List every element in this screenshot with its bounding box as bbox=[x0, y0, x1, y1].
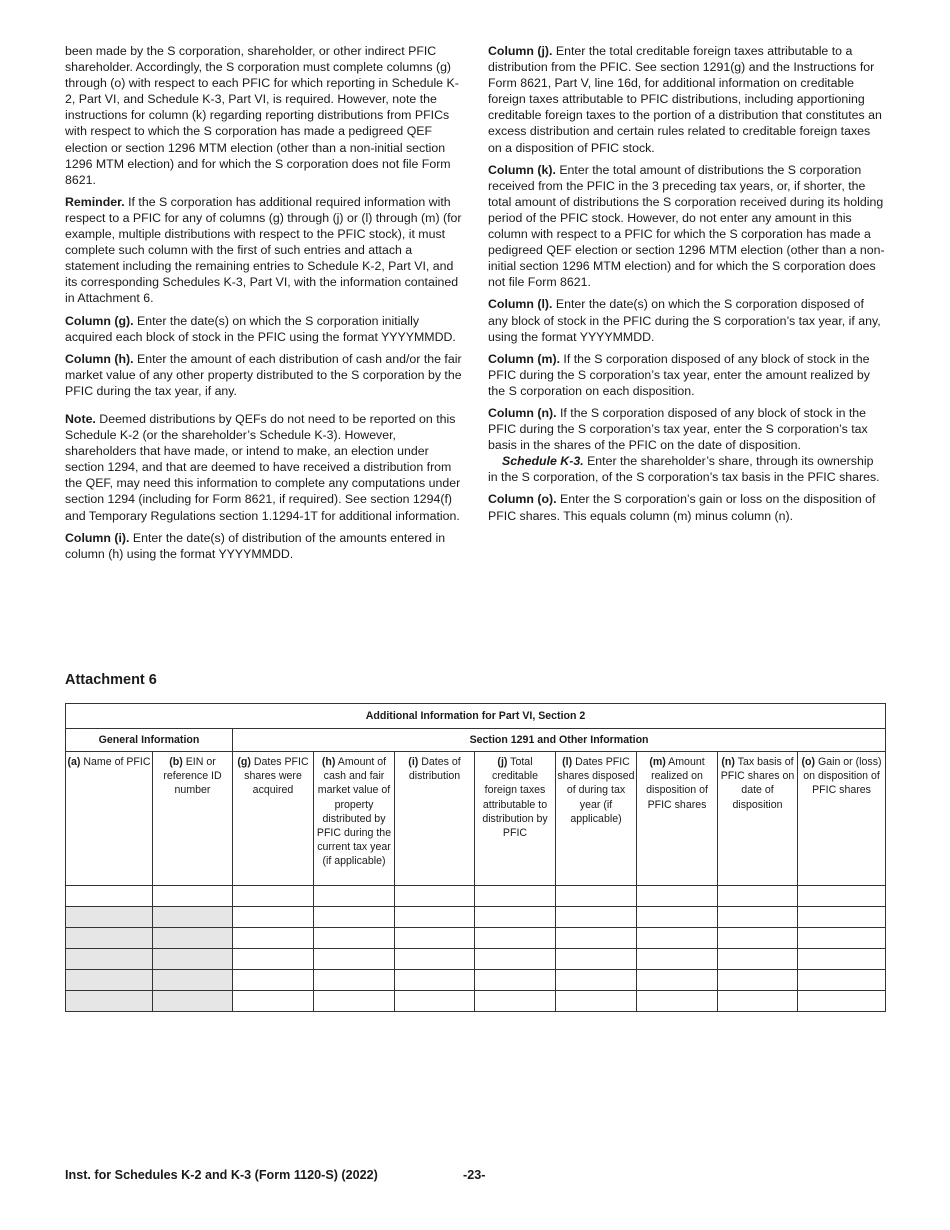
column-header-i-letter: (i) bbox=[408, 756, 419, 768]
paragraph-continuation: been made by the S corporation, shareholder, or other indirect PFIC shareholder. Accordingly, the S corporation must complete columns (g) through (o) with respect to each PFIC for which reporting in Schedule K-2, Part VI, and Schedule K-3, Part VI, is required. However, note the instructions for column (k) regarding reporting distributions from PFICs with respect to which the S corporation has made a pedigreed QEF election or section 1296 MTM election (other than a non-initial section 1296 MTM election) and for which the S corporation does not file Form 8621. bbox=[65, 44, 459, 187]
column-header-l-letter: (l) bbox=[562, 756, 573, 768]
column-n-label: Column (n). bbox=[488, 405, 557, 420]
column-header-h-text: Amount of cash and fair market value of property distributed by PFIC during the current tax year (if applicable) bbox=[316, 756, 392, 868]
table-cell[interactable] bbox=[314, 886, 395, 907]
table-cell[interactable] bbox=[556, 991, 637, 1012]
table-cell-shaded bbox=[153, 991, 233, 1012]
column-m-label: Column (m). bbox=[488, 351, 560, 366]
paragraph-column-l bbox=[488, 296, 886, 344]
column-header-j-text: Total creditable foreign taxes attributable to distribution by PFIC bbox=[482, 756, 548, 840]
table-cell[interactable] bbox=[475, 970, 556, 991]
table-cell[interactable] bbox=[718, 907, 798, 928]
table-cell[interactable] bbox=[718, 970, 798, 991]
column-header-o bbox=[798, 752, 886, 886]
table-cell[interactable] bbox=[395, 970, 475, 991]
table-cell-shaded bbox=[66, 907, 153, 928]
paragraph-schedule-k3 bbox=[488, 453, 886, 485]
page-number: -23- bbox=[463, 1168, 486, 1182]
table-cell-shaded bbox=[153, 907, 233, 928]
table-cell[interactable] bbox=[475, 928, 556, 949]
column-header-a-letter: (a) bbox=[67, 756, 81, 768]
paragraph-reminder bbox=[65, 194, 463, 307]
paragraph-column-h bbox=[65, 351, 463, 399]
table-row bbox=[66, 949, 886, 970]
paragraph-column-m bbox=[488, 351, 886, 399]
column-header-b-letter: (b) bbox=[169, 756, 183, 768]
table-cell[interactable] bbox=[395, 886, 475, 907]
column-header-j bbox=[475, 752, 556, 886]
table-cell[interactable] bbox=[637, 970, 718, 991]
table-cell[interactable] bbox=[798, 949, 886, 970]
column-header-n-letter: (n) bbox=[721, 756, 735, 768]
column-header-o-letter: (o) bbox=[801, 756, 816, 768]
table-cell[interactable] bbox=[395, 928, 475, 949]
table-row bbox=[66, 991, 886, 1012]
table-cell[interactable] bbox=[556, 949, 637, 970]
note-label: Note. bbox=[65, 411, 96, 426]
table-cell[interactable] bbox=[556, 886, 637, 907]
paragraph-column-o bbox=[488, 491, 886, 523]
table-cell[interactable] bbox=[798, 991, 886, 1012]
paragraph-column-k bbox=[488, 162, 886, 291]
column-l-label: Column (l). bbox=[488, 297, 553, 312]
table-cell[interactable] bbox=[637, 907, 718, 928]
table-cell[interactable] bbox=[798, 970, 886, 991]
column-header-m-letter: (m) bbox=[649, 756, 666, 768]
table-cell-shaded bbox=[66, 928, 153, 949]
left-text-column bbox=[65, 43, 463, 568]
table-cell-shaded bbox=[66, 949, 153, 970]
table-cell[interactable] bbox=[718, 928, 798, 949]
column-i-text: Enter the date(s) of distribution of the amounts entered in column (h) using the format YYYYMMDD. bbox=[65, 530, 446, 561]
table-row bbox=[66, 886, 886, 907]
column-j-label: Column (j). bbox=[488, 44, 553, 58]
column-k-label: Column (k). bbox=[488, 162, 556, 177]
table-cell[interactable] bbox=[718, 991, 798, 1012]
table-cell[interactable] bbox=[556, 907, 637, 928]
column-header-n bbox=[718, 752, 798, 886]
table-cell-shaded bbox=[153, 928, 233, 949]
column-n-text: If the S corporation disposed of any block of stock in the PFIC during the S corporation’s tax year, enter the S corporation’s tax basis in the shares of the PFIC on the date of disposition. bbox=[488, 405, 868, 453]
table-cell[interactable] bbox=[395, 949, 475, 970]
column-h-label: Column (h). bbox=[65, 351, 134, 366]
table-cell[interactable] bbox=[718, 886, 798, 907]
table-cell[interactable] bbox=[233, 928, 314, 949]
table-cell[interactable] bbox=[233, 886, 314, 907]
attachment-title: Attachment 6 bbox=[65, 672, 157, 688]
table-cell[interactable] bbox=[637, 949, 718, 970]
table-cell[interactable] bbox=[798, 907, 886, 928]
table-cell[interactable] bbox=[314, 907, 395, 928]
reminder-label: Reminder. bbox=[65, 194, 125, 209]
table-cell[interactable] bbox=[66, 886, 153, 907]
column-g-label: Column (g). bbox=[65, 313, 134, 328]
column-header-g-text: Dates PFIC shares were acquired bbox=[244, 756, 309, 797]
table-cell[interactable] bbox=[637, 928, 718, 949]
column-header-o-text: Gain or (loss) on disposition of PFIC shares bbox=[803, 756, 882, 797]
column-header-l-text: Dates PFIC shares disposed of during tax year (if applicable) bbox=[557, 756, 635, 825]
table-cell[interactable] bbox=[314, 991, 395, 1012]
table-cell[interactable] bbox=[637, 886, 718, 907]
reminder-text: If the S corporation has additional required information with respect to a PFIC for any of columns (g) through (j) or (l) through (m) (for example, multiple distributions with respect to the PFIC stock), it must complete such column with the first of such entries and attach a statement including the remaining entries to Schedule K-2, Part VI, and its corresponding Schedules K-3, Part VI, with the information contained in Attachment 6. bbox=[65, 194, 462, 306]
table-row bbox=[66, 907, 886, 928]
column-header-row bbox=[66, 752, 886, 886]
schedule-k3-text: Enter the shareholder’s share, through its ownership in the S corporation, of the S corporation’s tax basis in the PFIC shares. bbox=[488, 454, 880, 485]
paragraph-column-g bbox=[65, 313, 463, 345]
column-header-b bbox=[153, 752, 233, 886]
paragraph-column-n bbox=[488, 405, 886, 453]
column-header-b-text: EIN or reference ID number bbox=[163, 756, 222, 797]
table-cell[interactable] bbox=[314, 949, 395, 970]
table-cell[interactable] bbox=[475, 991, 556, 1012]
table-cell[interactable] bbox=[233, 949, 314, 970]
table-cell[interactable] bbox=[314, 928, 395, 949]
column-header-l bbox=[556, 752, 637, 886]
table-cell[interactable] bbox=[637, 991, 718, 1012]
group-header-general: General Information bbox=[66, 729, 233, 752]
column-header-h bbox=[314, 752, 395, 886]
table-cell[interactable] bbox=[475, 907, 556, 928]
column-o-text: Enter the S corporation’s gain or loss on the disposition of PFIC shares. This equals column (m) minus column (n). bbox=[488, 492, 876, 523]
table-cell[interactable] bbox=[798, 928, 886, 949]
column-header-m bbox=[637, 752, 718, 886]
table-cell[interactable] bbox=[556, 970, 637, 991]
column-l-text: Enter the date(s) on which the S corporation disposed of any block of stock in the PFIC during the S corporation’s tax year, if any, using the format YYYYMMDD. bbox=[488, 297, 881, 344]
table-cell[interactable] bbox=[153, 886, 233, 907]
paragraph-column-i bbox=[65, 530, 463, 562]
table-cell[interactable] bbox=[233, 991, 314, 1012]
table-cell[interactable] bbox=[233, 970, 314, 991]
column-header-i-text: Dates of distribution bbox=[408, 756, 461, 783]
column-header-n-text: Tax basis of PFIC shares on date of disposition bbox=[720, 756, 795, 811]
column-i-label: Column (i). bbox=[65, 530, 130, 545]
column-header-g bbox=[233, 752, 314, 886]
column-k-text: Enter the total amount of distributions the S corporation received from the PFIC in the 3 preceding tax years, or, if shorter, the total amount of distributions the S corporation received during its holding period of the PFIC stock. However, do not enter any amount in this column with respect to a PFIC for which the S corporation has made a pedigreed QEF election or section 1296 MTM election (other than a non-initial section 1296 MTM election) and for which the S corporation does not file Form 8621. bbox=[488, 162, 885, 290]
table-cell[interactable] bbox=[475, 949, 556, 970]
table-cell-shaded bbox=[153, 949, 233, 970]
column-h-text: Enter the amount of each distribution of cash and/or the fair market value of any other property distributed to the S corporation by the PFIC during the tax year, if any. bbox=[65, 351, 462, 398]
column-header-a-text: Name of PFIC bbox=[80, 756, 151, 768]
table-cell[interactable] bbox=[798, 886, 886, 907]
column-j-text: Enter the total creditable foreign taxes attributable to a distribution from the PFIC. See section 1291(g) and the Instructions for Form 8621, Part V, line 16d, for additional information on creditable foreign taxes attributable to PFIC distributions, including apportioning creditable foreign taxes to the portion of a distribution that constitutes an excess distribution and certain rules related to creditable foreign taxes on a disposition of PFIC stock. bbox=[488, 44, 882, 155]
column-header-g-letter: (g) bbox=[237, 756, 251, 768]
column-header-i bbox=[395, 752, 475, 886]
note-text: Deemed distributions by QEFs do not need to be reported on this Schedule K-2 (or the shareholder’s Schedule K-3). However, shareholders that have made, or intend to make, an election under section 1294, and that are deemed to have received a distribution from the QEF, may need this information to complete any computations under section 1294 (including for Form 8621, if required). See section 1294(f) and Temporary Regulations section 1.1294-1T for additional information. bbox=[65, 411, 461, 523]
table-cell[interactable] bbox=[314, 970, 395, 991]
column-header-j-letter: (j) bbox=[497, 756, 508, 768]
table-row bbox=[66, 928, 886, 949]
column-header-a bbox=[66, 752, 153, 886]
group-header-section-1291: Section 1291 and Other Information bbox=[233, 729, 886, 752]
table-title: Additional Information for Part VI, Section 2 bbox=[66, 704, 886, 729]
table-cell[interactable] bbox=[556, 928, 637, 949]
table-row bbox=[66, 970, 886, 991]
schedule-k3-label: Schedule K-3. bbox=[502, 454, 584, 469]
column-g-text: Enter the date(s) on which the S corporation initially acquired each block of stock in the PFIC using the format YYYYMMDD. bbox=[65, 313, 456, 344]
column-header-h-letter: (h) bbox=[321, 756, 336, 768]
table-cell-shaded bbox=[66, 991, 153, 1012]
column-o-label: Column (o). bbox=[488, 492, 557, 507]
footer-title: Inst. for Schedules K-2 and K-3 (Form 1120-S) (2022) bbox=[65, 1168, 378, 1182]
column-m-text: If the S corporation disposed of any block of stock in the PFIC during the S corporation’s tax year, enter the amount realized by the S corporation on each disposition. bbox=[488, 351, 870, 398]
column-header-m-text: Amount realized on disposition of PFIC shares bbox=[646, 756, 708, 811]
table-cell-shaded bbox=[66, 970, 153, 991]
paragraph-column-j bbox=[488, 43, 886, 156]
right-text-column bbox=[488, 43, 886, 530]
table-cell[interactable] bbox=[233, 907, 314, 928]
table-cell[interactable] bbox=[395, 991, 475, 1012]
table-cell[interactable] bbox=[395, 907, 475, 928]
table-cell-shaded bbox=[153, 970, 233, 991]
paragraph-note bbox=[65, 411, 463, 524]
table-cell[interactable] bbox=[475, 886, 556, 907]
table-cell[interactable] bbox=[718, 949, 798, 970]
attachment-table bbox=[65, 703, 886, 1012]
